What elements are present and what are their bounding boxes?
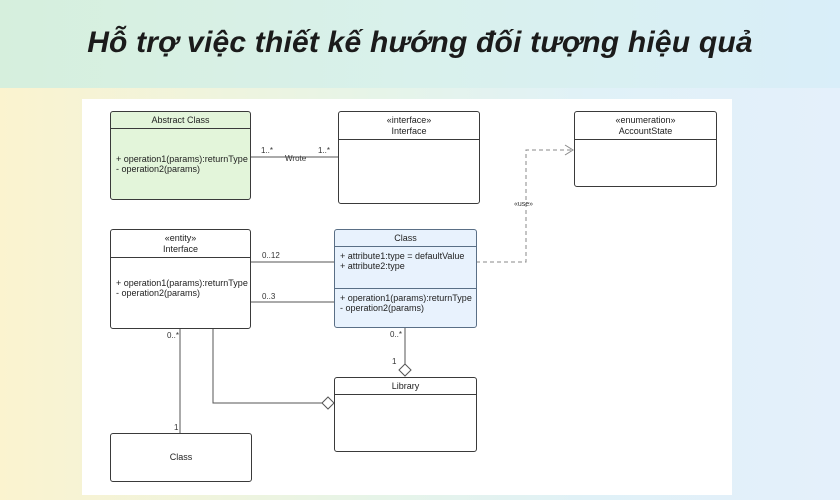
main-class-operation: - operation2(params) (340, 303, 425, 313)
mult-012-label: 0..12 (262, 251, 280, 260)
uml-diagram-canvas (82, 99, 732, 495)
main-class-divider-top (335, 246, 476, 247)
interface-top-header (339, 112, 479, 137)
entity-title: Interface (162, 244, 199, 254)
bottom-class-box[interactable] (110, 433, 252, 482)
interface-top-divider (339, 139, 479, 140)
bottom-class-title: Class (169, 452, 193, 462)
abstract-class-operations (116, 154, 248, 174)
aggregation-diamond-left (322, 397, 334, 409)
use-label: «use» (514, 201, 534, 208)
interface-top-box[interactable] (338, 111, 480, 204)
abstract-class-box[interactable] (110, 111, 251, 200)
mult-bottom-class-label: 1 (174, 423, 179, 432)
interface-top-title: Interface (391, 126, 427, 136)
mult-class-lib-top-label: 0..* (390, 330, 403, 339)
main-class-divider-bottom (335, 288, 476, 289)
mult-abstract-label: 1..* (261, 146, 274, 155)
enumeration-stereotype: «enumeration» (615, 115, 676, 125)
wrote-label: Wrote (285, 154, 307, 163)
mult-class-lib-bottom-label: 1 (392, 357, 397, 366)
library-title: Library (391, 381, 420, 391)
abstract-class-operation: + operation1(params):returnType (116, 154, 248, 164)
library-divider (335, 394, 476, 395)
main-class-operations (340, 293, 472, 313)
aggregation-entity-library-line (213, 329, 322, 403)
entity-operation: + operation1(params):returnType (116, 278, 248, 288)
abstract-class-title: Abstract Class (151, 115, 210, 125)
entity-operation: - operation2(params) (116, 288, 201, 298)
enumeration-divider (575, 139, 716, 140)
header-banner (0, 0, 840, 88)
entity-header (111, 230, 250, 255)
library-box[interactable] (334, 377, 477, 452)
enumeration-title: AccountState (618, 126, 673, 136)
main-class-attributes (340, 251, 464, 271)
entity-divider (111, 257, 250, 258)
main-class-title: Class (394, 233, 417, 243)
aggregation-diamond-top (399, 364, 411, 376)
mult-03-label: 0..3 (262, 292, 276, 301)
main-class-attribute: + attribute2:type (340, 261, 405, 271)
main-class-operation: + operation1(params):returnType (340, 293, 472, 303)
abstract-class-operation: - operation2(params) (116, 164, 201, 174)
entity-operations (116, 278, 248, 298)
enumeration-header (575, 112, 716, 137)
main-class-attribute: + attribute1:type = defaultValue (340, 251, 465, 261)
interface-top-stereotype: «interface» (386, 115, 432, 125)
abstract-class-divider (111, 128, 250, 129)
entity-stereotype: «entity» (164, 233, 197, 243)
enumeration-box[interactable] (574, 111, 717, 187)
mult-entity-bottom-label: 0..* (167, 331, 180, 340)
main-class-box[interactable] (334, 229, 477, 328)
entity-interface-box[interactable] (110, 229, 251, 329)
page-title: Hỗ trợ việc thiết kế hướng đối tượng hiệu quả (87, 26, 753, 59)
mult-interface-label: 1..* (318, 146, 331, 155)
